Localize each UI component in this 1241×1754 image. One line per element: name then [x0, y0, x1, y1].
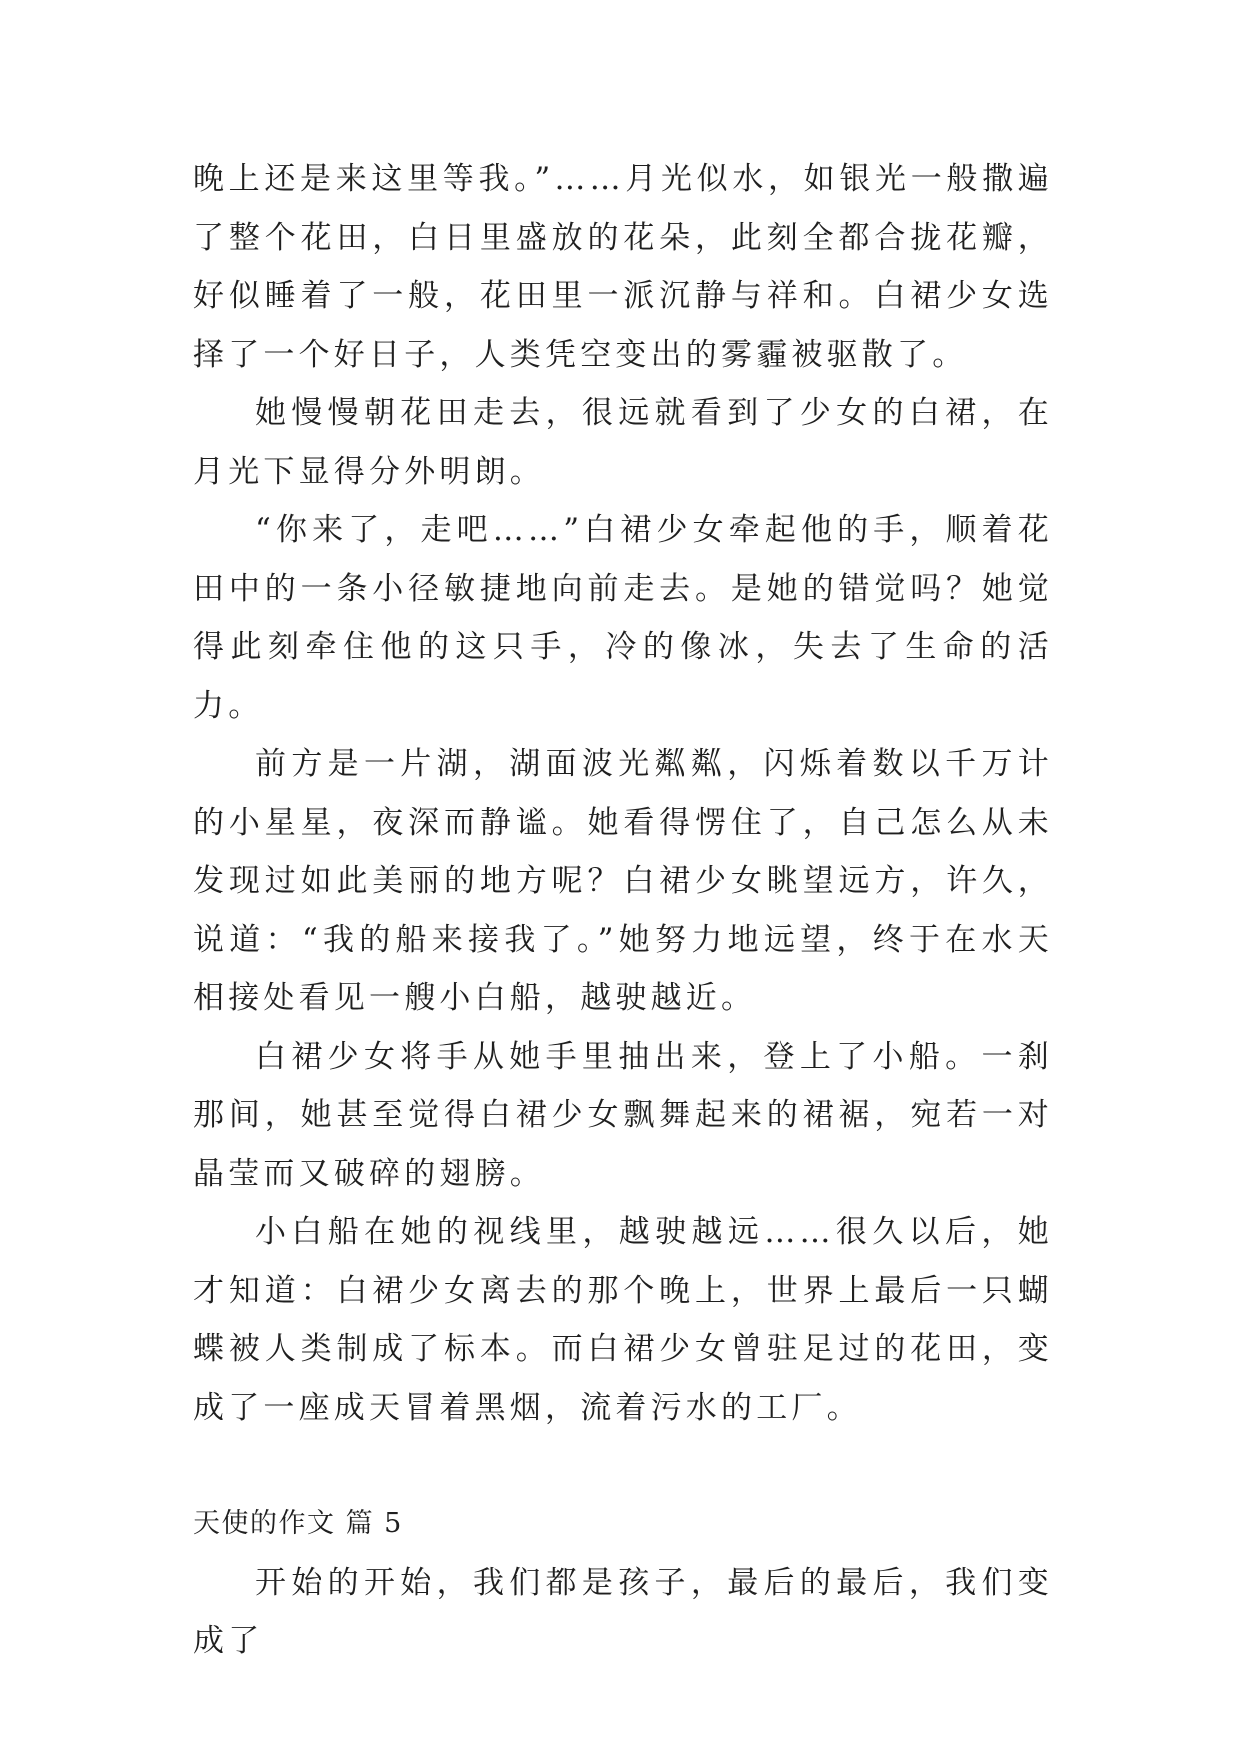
paragraph: 开始的开始，我们都是孩子，最后的最后，我们变成了	[193, 1564, 1053, 1659]
paragraph: “你来了，走吧……”白裙少女牵起他的手，顺着花田中的一条小径敏捷地向前走去。是她的错觉吗？她觉得此刻牵住他的这只手，冷的像冰，失去了生命的活力。	[193, 512, 1053, 724]
paragraph: 小白船在她的视线里，越驶越远……很久以后，她才知道：白裙少女离去的那个晚上，世界上最后一只蝴蝶被人类制成了标本。而白裙少女曾驻足过的花田，变成了一座成天冒着黑烟，流着污水的工厂。	[193, 1214, 1053, 1426]
paragraph: 晚上还是来这里等我。”……月光似水，如银光一般撒遍了整个花田，白日里盛放的花朵，此刻全都合拢花瓣，好似睡着了一般，花田里一派沉静与祥和。白裙少女选择了一个好日子，人类凭空变出的雾霾被驱散了。	[193, 161, 1053, 373]
document-page	[193, 150, 1053, 1671]
section-heading: 天使的作文 篇 5	[193, 1508, 403, 1539]
paragraph: 她慢慢朝花田走去，很远就看到了少女的白裙，在月光下显得分外明朗。	[193, 395, 1053, 490]
paragraph: 前方是一片湖，湖面波光粼粼，闪烁着数以千万计的小星星，夜深而静谧。她看得愣住了，自己怎么从未发现过如此美丽的地方呢？白裙少女眺望远方，许久，说道：“我的船来接我了。”她努力地远望，终于在水天相接处看见一艘小白船，越驶越近。	[193, 746, 1053, 1016]
paragraph: 白裙少女将手从她手里抽出来，登上了小船。一刹那间，她甚至觉得白裙少女飘舞起来的裙裾，宛若一对晶莹而又破碎的翅膀。	[193, 1038, 1053, 1192]
